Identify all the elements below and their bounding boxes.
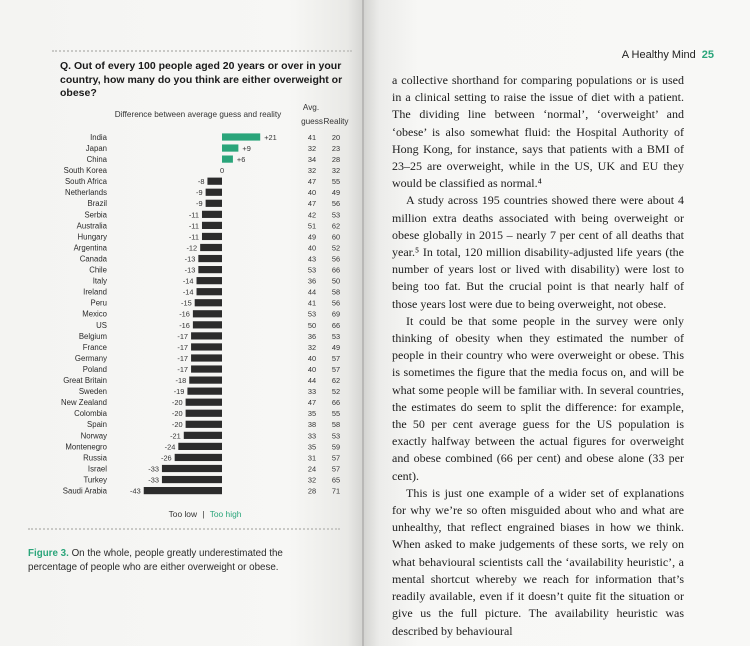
legend-too-low: Too low	[168, 509, 198, 519]
difference-label: -8	[197, 177, 205, 187]
reality-value: 52	[331, 387, 341, 397]
avg-guess-value: 32	[307, 166, 317, 176]
reality-value: 49	[331, 342, 341, 352]
body-paragraph: It could be that some people in the survey were only thinking of obesity when they estimated the number of people in their country who were overweight or obese. This is sometimes the figure that the media focus on, and will be what some people will be familiar with. In several countries, the estimates do seem to split the difference: for example, the 50 per cent average guess for the US population is exactly halfway between the actual figures for overweight and obese combined (66 per cent) and obese alone (33 per cent).	[392, 313, 684, 483]
category-label: Ireland	[83, 287, 107, 297]
bar-belgium	[191, 332, 222, 339]
difference-label: -20	[171, 409, 183, 419]
avg-guess-value: 24	[307, 464, 317, 474]
bar-spain	[186, 421, 222, 428]
category-label: Colombia	[74, 409, 107, 419]
category-label: Belgium	[78, 331, 107, 341]
category-label: Australia	[76, 221, 107, 231]
category-label: Brazil	[87, 199, 107, 209]
body-paragraph: This is just one example of a wider set of explanations for why we’re so often misguided about who and what are unhealthy, that reflect engrained biases in how we think. When asked to make judgements of these sorts, we rely on what behavioural scientists call the ‘availability heuristic’, a mental shortcut whereby we reach for information that’s readily available, even if it doesn’t quite fit the situation or give us the full picture. The availability heuristic was described by behavioural	[392, 485, 684, 638]
difference-label: -14	[182, 276, 194, 286]
category-label: Mexico	[82, 309, 107, 319]
avg-guess-value: 44	[307, 287, 317, 297]
bar-france	[191, 343, 222, 350]
difference-label: -15	[181, 298, 192, 308]
avg-guess-value: 47	[307, 177, 317, 187]
difference-label: -21	[170, 431, 181, 441]
category-label: South Korea	[63, 166, 107, 176]
reality-value: 62	[331, 376, 341, 385]
header-guess: guess	[301, 117, 323, 126]
bar-india	[222, 133, 260, 140]
avg-guess-value: 36	[307, 276, 317, 286]
reality-value: 50	[331, 276, 341, 286]
category-label: China	[86, 155, 107, 164]
bar-turkey	[162, 476, 222, 483]
avg-guess-value: 47	[307, 398, 317, 408]
reality-value: 49	[331, 188, 341, 198]
bar-peru	[195, 299, 222, 306]
difference-label: -11	[188, 210, 199, 220]
avg-guess-value: 40	[307, 243, 317, 253]
reality-value: 55	[331, 177, 341, 187]
category-label: New Zealand	[61, 398, 107, 408]
bar-hungary	[202, 233, 222, 240]
difference-label: -11	[188, 232, 199, 242]
category-label: Sweden	[78, 387, 107, 397]
avg-guess-value: 43	[307, 254, 317, 264]
avg-guess-value: 34	[307, 155, 317, 164]
bar-brazil	[206, 200, 222, 207]
bar-serbia	[202, 211, 222, 218]
bar-south-africa	[207, 178, 222, 185]
bar-argentina	[200, 244, 222, 251]
body-text	[392, 72, 684, 640]
avg-guess-value: 40	[307, 188, 317, 198]
reality-value: 66	[331, 265, 341, 275]
category-label: Poland	[82, 364, 107, 374]
difference-label: -9	[196, 188, 203, 198]
bar-australia	[202, 222, 222, 229]
bar-italy	[197, 277, 222, 284]
avg-guess-value: 32	[307, 475, 317, 485]
bar-saudi-arabia	[144, 487, 222, 494]
survey-question: Q. Out of every 100 people aged 20 years or over in your country, how many do you think are either overweight or obese?	[60, 60, 343, 99]
avg-guess-value: 53	[307, 265, 317, 275]
category-label: France	[82, 342, 107, 352]
avg-guess-value: 49	[307, 232, 317, 242]
avg-guess-value: 41	[307, 298, 317, 308]
category-label: South Africa	[64, 177, 107, 187]
reality-value: 56	[331, 254, 341, 264]
bar-great-britain	[189, 377, 222, 384]
reality-value: 55	[331, 409, 341, 419]
difference-label: -12	[186, 243, 198, 253]
reality-value: 53	[331, 431, 341, 441]
reality-value: 58	[331, 287, 341, 297]
difference-label: -16	[179, 320, 190, 330]
avg-guess-value: 33	[307, 431, 317, 441]
reality-value: 62	[331, 221, 341, 231]
category-label: Japan	[85, 143, 107, 153]
running-head-title: A Healthy Mind	[621, 49, 696, 61]
reality-value: 32	[331, 166, 341, 176]
reality-value: 57	[331, 364, 341, 374]
category-label: Peru	[90, 298, 107, 308]
difference-label: -33	[148, 475, 159, 485]
reality-value: 23	[331, 143, 341, 153]
reality-value: 57	[331, 353, 341, 363]
reality-value: 71	[331, 486, 341, 496]
difference-label: -43	[130, 486, 141, 496]
avg-guess-value: 50	[307, 320, 317, 330]
difference-label: -17	[177, 364, 189, 374]
category-label: Canada	[79, 254, 107, 264]
avg-guess-value: 42	[307, 210, 317, 220]
difference-label: +6	[236, 155, 246, 164]
bar-sweden	[187, 388, 222, 395]
difference-label: -14	[182, 287, 194, 297]
bar-netherlands	[206, 189, 222, 196]
avg-guess-value: 33	[307, 387, 317, 397]
category-label: Chile	[89, 265, 107, 275]
avg-guess-value: 41	[307, 132, 317, 142]
reality-value: 53	[331, 210, 341, 220]
reality-value: 52	[331, 243, 341, 253]
header-avg: Avg.	[302, 103, 320, 112]
category-label: Montenegro	[65, 442, 107, 452]
bar-germany	[191, 354, 222, 361]
bar-new-zealand	[186, 399, 222, 406]
reality-value: 69	[331, 309, 341, 319]
running-head	[622, 49, 714, 61]
bar-russia	[175, 454, 222, 461]
avg-guess-value: 28	[307, 486, 317, 496]
difference-label: -26	[160, 453, 172, 463]
difference-label: -18	[175, 376, 187, 385]
bar-ireland	[197, 288, 222, 295]
avg-guess-value: 40	[307, 364, 317, 374]
difference-label: -9	[196, 199, 203, 209]
difference-label: -19	[173, 387, 185, 397]
difference-label: -20	[171, 398, 183, 408]
difference-label: +21	[264, 132, 277, 142]
difference-label: -13	[184, 254, 196, 264]
reality-value: 66	[331, 398, 341, 408]
category-label: Great Britain	[63, 376, 107, 385]
bar-montenegro	[178, 443, 222, 450]
bar-norway	[184, 432, 222, 439]
difference-label: -20	[171, 420, 183, 430]
difference-label: +9	[242, 143, 251, 153]
reality-value: 53	[331, 331, 341, 341]
reality-value: 57	[331, 464, 341, 474]
reality-value: 57	[331, 453, 341, 463]
reality-value: 56	[331, 298, 341, 308]
reality-value: 65	[331, 475, 341, 485]
category-label: Argentina	[73, 243, 107, 253]
category-label: Serbia	[84, 210, 107, 220]
category-label: Israel	[87, 464, 107, 474]
category-label: India	[90, 132, 107, 142]
avg-guess-value: 35	[307, 409, 317, 419]
category-label: Germany	[74, 353, 107, 363]
avg-guess-value: 32	[307, 342, 317, 352]
chart-title: Difference between average guess and reality	[114, 110, 282, 119]
avg-guess-value: 44	[307, 376, 317, 385]
difference-label: -16	[179, 309, 190, 319]
bar-japan	[222, 144, 238, 151]
avg-guess-value: 51	[307, 221, 317, 231]
category-label: Norway	[80, 431, 107, 441]
reality-value: 56	[331, 199, 341, 209]
figure-caption-text: On the whole, people greatly underestimated the percentage of people who are either overweight or obese.	[28, 548, 283, 573]
category-label: Netherlands	[64, 188, 107, 198]
reality-value: 58	[331, 420, 341, 430]
difference-label: 0	[219, 166, 225, 176]
category-label: Spain	[87, 420, 107, 430]
body-paragraph: a collective shorthand for comparing populations or is used in a clinical setting to raise the issue of diet with a patient. The dividing line between ‘normal’, ‘overweight’ and ‘obese’ is also somewhat fluid: the Hospital Authority of Hong Kong, for instance, says that patients with a BMI of 23–25 are overweight, while in the US, UK and EU they would be classified as normal.⁴	[392, 73, 684, 191]
difference-label: -17	[177, 331, 189, 341]
avg-guess-value: 53	[307, 309, 317, 319]
reality-value: 28	[331, 155, 341, 164]
category-label: Saudi Arabia	[62, 486, 107, 496]
category-label: Hungary	[77, 232, 107, 242]
category-label: Turkey	[83, 475, 107, 485]
legend-too-high: Too high	[209, 509, 242, 519]
category-label: US	[96, 320, 107, 330]
avg-guess-value: 32	[307, 143, 317, 153]
bar-chile	[198, 266, 222, 273]
difference-label: -24	[164, 442, 176, 452]
page-number: 25	[701, 49, 714, 61]
avg-guess-value: 47	[307, 199, 317, 209]
reality-value: 66	[331, 320, 341, 330]
avg-guess-value: 35	[307, 442, 317, 452]
difference-label: -17	[177, 353, 189, 363]
category-label: Italy	[92, 276, 107, 286]
difference-label: -11	[188, 221, 199, 231]
chart-legend	[169, 509, 242, 519]
difference-label: -33	[148, 464, 159, 474]
avg-guess-value: 38	[307, 420, 317, 430]
bar-poland	[191, 365, 222, 372]
difference-label: -13	[184, 265, 196, 275]
header-reality: Reality	[323, 117, 349, 126]
figure-label: Figure 3.	[28, 548, 69, 559]
bar-us	[193, 321, 222, 328]
reality-value: 60	[331, 232, 341, 242]
difference-label: -17	[177, 342, 189, 352]
bar-mexico	[193, 310, 222, 317]
bar-chart	[0, 0, 362, 646]
avg-guess-value: 36	[307, 331, 317, 341]
reality-value: 20	[331, 132, 341, 142]
avg-guess-value: 40	[307, 353, 317, 363]
category-label: Russia	[83, 453, 107, 463]
bar-colombia	[186, 410, 222, 417]
reality-value: 59	[331, 442, 341, 452]
bar-china	[222, 156, 233, 163]
avg-guess-value: 31	[307, 453, 317, 463]
bar-canada	[198, 255, 222, 262]
bar-israel	[162, 465, 222, 472]
body-paragraph: A study across 195 countries showed there were about 4 million extra deaths associated with being overweight or obese globally in 2015 – nearly 7 per cent of all deaths that year.⁵ In total, 120 million disability-adjusted life years (the number of years lost or lived with disability) were lost to being too fat. But the crucial point is that nearly half of those years lost were due to being overweight, not obese.	[392, 193, 684, 311]
legend-separator: |	[202, 509, 205, 519]
